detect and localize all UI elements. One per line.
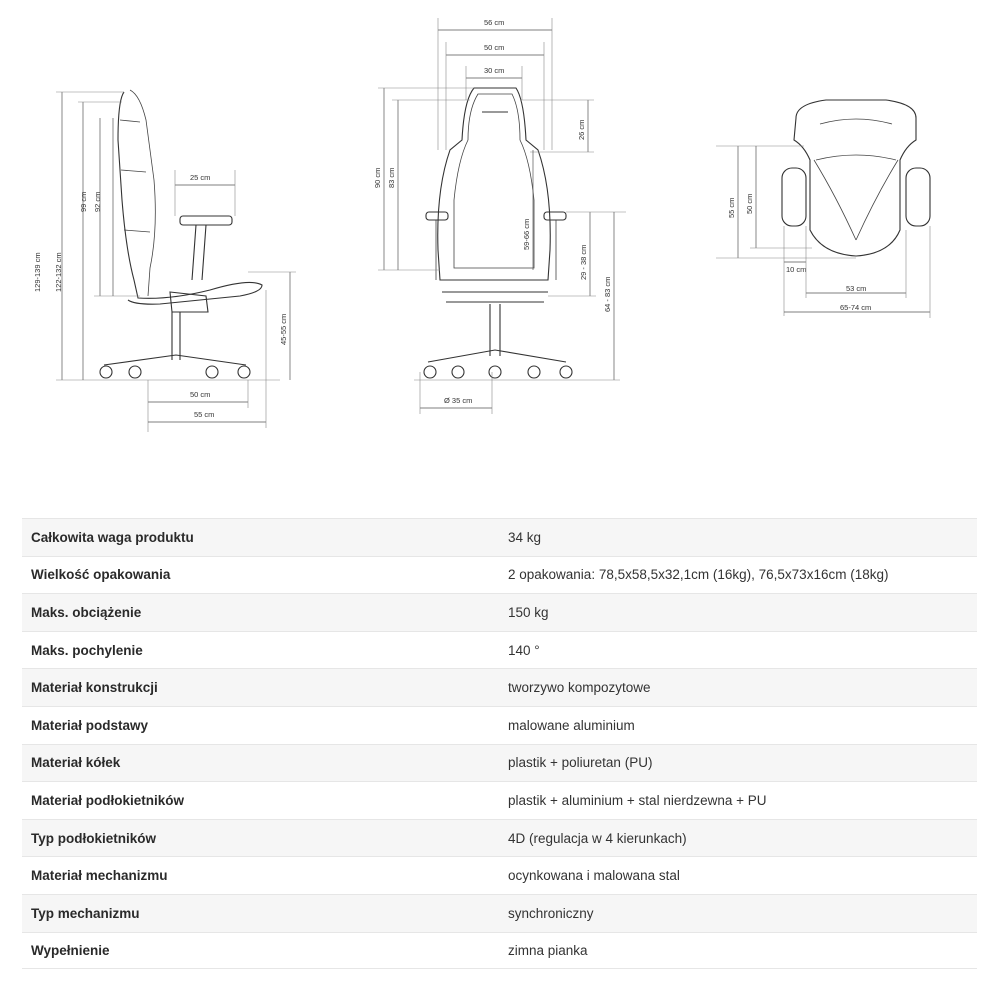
- dim-front-armrest-span: 59-66 cm: [522, 218, 531, 250]
- spec-value: synchroniczny: [508, 905, 594, 921]
- spec-row: [22, 593, 977, 631]
- spec-value: plastik + aluminium + stal nierdzewna + PU: [508, 792, 767, 808]
- front-gas-lift: [490, 304, 500, 356]
- dim-top-width-65-74: 65-74 cm: [840, 303, 872, 312]
- spec-value: tworzywo kompozytowe: [508, 680, 651, 696]
- front-right-armrest: [544, 212, 566, 220]
- front-wheel: [560, 366, 572, 378]
- dim-front-armrest-floor: 64 - 83 cm: [603, 276, 612, 312]
- spec-row: [22, 781, 977, 819]
- front-backrest-outline: [438, 88, 551, 280]
- spec-row: [22, 668, 977, 706]
- side-wheel: [206, 366, 218, 378]
- spec-label: Maks. obciążenie: [31, 604, 142, 620]
- dimension-drawing: [0, 0, 981, 470]
- side-chair-outline: [118, 92, 262, 304]
- dim-front-back-90: 90 cm: [373, 167, 382, 188]
- spec-value: 2 opakowania: 78,5x58,5x32,1cm (16kg), 76,5x73x16cm (18kg): [508, 567, 889, 583]
- side-base: [104, 355, 246, 365]
- front-wheel: [452, 366, 464, 378]
- top-right-armrest: [906, 168, 930, 226]
- dim-top-width-53: 53 cm: [846, 284, 867, 293]
- spec-value: ocynkowana i malowana stal: [508, 868, 680, 884]
- spec-label: Materiał kółek: [31, 755, 121, 771]
- top-seat-lines: [814, 160, 898, 240]
- side-wheel: [100, 366, 112, 378]
- side-view: [33, 90, 296, 432]
- dim-side-seat-depth: 50 cm: [190, 390, 211, 399]
- spec-value: plastik + poliuretan (PU): [508, 755, 653, 771]
- spec-label: Maks. pochylenie: [31, 642, 143, 658]
- dim-front-back-83: 83 cm: [387, 167, 396, 188]
- dim-front-width-50: 50 cm: [484, 43, 505, 52]
- side-backrest-ribs: [120, 120, 150, 232]
- dim-side-total-depth: 55 cm: [194, 410, 215, 419]
- top-view: [716, 100, 930, 318]
- front-wheel: [424, 366, 436, 378]
- front-left-armrest: [426, 212, 448, 220]
- dim-front-headrest-width: 30 cm: [484, 66, 505, 75]
- top-backrest-lines: [816, 119, 896, 160]
- side-wheel: [129, 366, 141, 378]
- spec-value: 34 kg: [508, 529, 542, 545]
- spec-label: Typ podłokietników: [31, 830, 157, 846]
- dim-front-headrest-height: 26 cm: [577, 119, 586, 140]
- spec-label: Wielkość opakowania: [31, 567, 171, 583]
- spec-value: zimna pianka: [508, 942, 588, 958]
- dim-front-base-radius: Ø 35 cm: [444, 396, 473, 405]
- chair-dimension-diagram: [0, 0, 981, 470]
- spec-row: [22, 819, 977, 857]
- dim-side-total-height: 129-139 cm: [33, 252, 42, 292]
- front-seat-base: [442, 292, 548, 302]
- dim-top-depth-50: 50 cm: [745, 193, 754, 214]
- front-wheel: [489, 366, 501, 378]
- spec-label: Typ mechanizmu: [31, 905, 140, 921]
- dim-front-width-56: 56 cm: [484, 18, 505, 27]
- front-view: [373, 18, 626, 414]
- spec-row: [22, 556, 977, 594]
- spec-value: 150 kg: [508, 604, 549, 620]
- spec-label: Materiał konstrukcji: [31, 680, 158, 696]
- side-armrest-post: [192, 225, 206, 280]
- side-backrest-curve: [130, 90, 155, 296]
- front-wheel: [528, 366, 540, 378]
- spec-label: Materiał podłokietników: [31, 792, 185, 808]
- spec-row: [22, 744, 977, 782]
- dim-side-back-92: 92 cm: [93, 191, 102, 212]
- spec-row: [22, 631, 977, 669]
- dim-top-depth-55: 55 cm: [727, 197, 736, 218]
- side-wheel: [238, 366, 250, 378]
- spec-row: [22, 856, 977, 894]
- spec-value: 140 °: [508, 642, 540, 658]
- specification-table: [22, 518, 977, 969]
- spec-label: Materiał mechanizmu: [31, 868, 168, 884]
- side-armrest-pad: [180, 216, 232, 225]
- spec-label: Całkowita waga produktu: [31, 529, 194, 545]
- dim-front-armrest-height: 29 - 38 cm: [579, 244, 588, 280]
- spec-row: [22, 932, 977, 970]
- dim-side-seat-floor: 45-55 cm: [279, 313, 288, 345]
- dim-side-seat-height: 122-132 cm: [54, 252, 63, 292]
- side-gas-lift: [172, 312, 180, 360]
- top-chair-outline: [794, 100, 916, 256]
- spec-value: malowane aluminium: [508, 717, 635, 733]
- spec-value: 4D (regulacja w 4 kierunkach): [508, 830, 687, 846]
- spec-label: Wypełnienie: [31, 942, 110, 958]
- dim-top-armrest-offset: 10 cm: [786, 265, 807, 274]
- dim-side-back-99: 99 cm: [79, 191, 88, 212]
- spec-row: [22, 706, 977, 744]
- spec-row: [22, 518, 977, 556]
- spec-label: Materiał podstawy: [31, 717, 149, 733]
- spec-row: [22, 894, 977, 932]
- front-base: [428, 350, 566, 362]
- dim-side-armrest-depth: 25 cm: [190, 173, 211, 182]
- top-left-armrest: [782, 168, 806, 226]
